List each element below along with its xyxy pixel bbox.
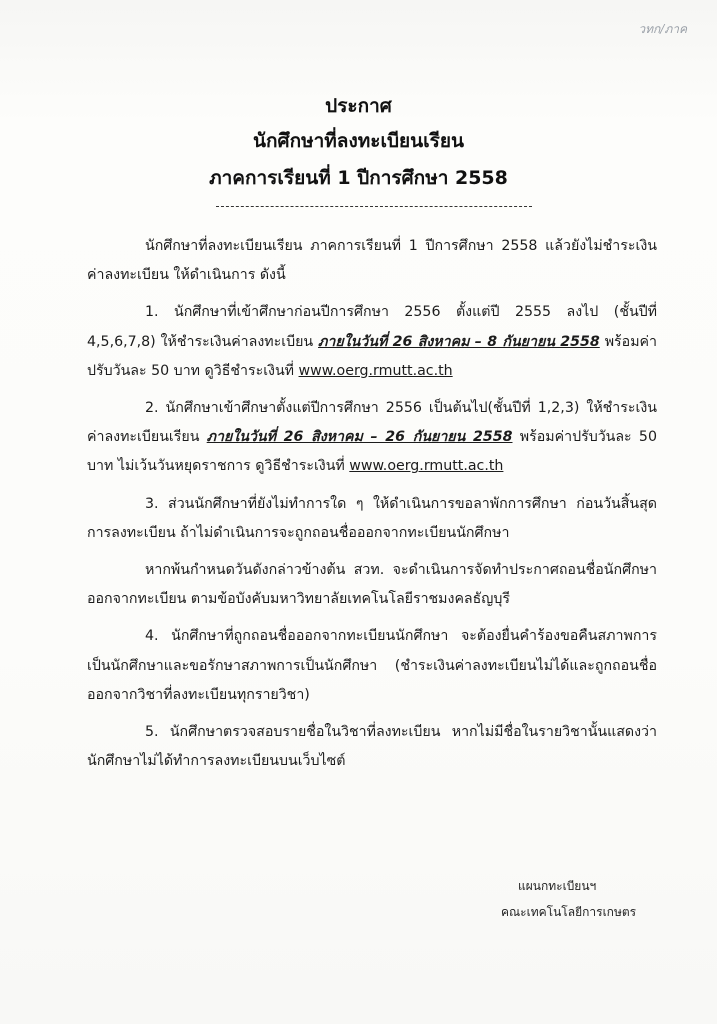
note-paragraph: หากพ้นกำหนดวันดังกล่าวข้างต้น สวท. จะดำเนินการจัดทำประกาศถอนชื่อนักศึกษาออกจากทะเบียน ตามข้อบังคับมหาวิทยาลัยเทคโนโลยีราชมงคลธัญบุรี <box>87 562 657 608</box>
item-5: 5. นักศึกษาตรวจสอบรายชื่อในวิชาที่ลงทะเบียน หากไม่มีชื่อในรายวิชานั้นแสดงว่านักศึกษาไม่ได้ทำการลงทะเบียนบนเว็บไซต์ <box>87 724 657 770</box>
item-1 <box>87 298 657 386</box>
signature-department: แผนกทะเบียนฯ <box>518 879 597 893</box>
item-3: 3. ส่วนนักศึกษาที่ยังไม่ทำการใด ๆ ให้ดำเนินการขอลาพักการศึกษา ก่อนวันสิ้นสุดการลงทะเบียน ถ้าไม่ดำเนินการจะถูกถอนชื่อออกจากทะเบียนนักศึกษา <box>87 495 657 541</box>
announcement-term: ภาคการเรียนที่ 1 ปีการศึกษา 2558 <box>209 167 508 189</box>
handwritten-corner-note: วทก/ภาค <box>638 22 687 36</box>
item-1-payment-link[interactable]: www.oerg.rmutt.ac.th <box>298 362 453 379</box>
item-2-text: 2. นักศึกษาเข้าศึกษาตั้งแต่ปีการศึกษา 2556 เป็นต้นไป(ชั้นปีที่ 1,2,3) ให้ชำระเงินค่าลงทะเบียนเรียน <box>87 400 657 446</box>
item-4: 4. นักศึกษาที่ถูกถอนชื่อออกจากทะเบียนนักศึกษา จะต้องยื่นคำร้องขอคืนสภาพการเป็นนักศึกษาและขอรักษาสภาพการเป็นนักศึกษา (ชำระเงินค่าลงทะเบียนไม่ได้และถูกถอนชื่อออกจากวิชาที่ลงทะเบียนทุกรายวิชา) <box>87 628 657 703</box>
item-1-text: 1. นักศึกษาที่เข้าศึกษาก่อนปีการศึกษา 2556 ตั้งแต่ปี 2555 ลงไป (ชั้นปีที่ 4,5,6,7,8) ให้ชำระเงินค่าลงทะเบียน <box>87 304 657 350</box>
item-1-text-cont: พร้อมค่าปรับวันละ 50 บาท ดูวิธีชำระเงินที่ <box>87 333 657 379</box>
item-2 <box>87 394 657 482</box>
divider-line <box>216 206 532 207</box>
intro-paragraph: นักศึกษาที่ลงทะเบียนเรียน ภาคการเรียนที่ 1 ปีการศึกษา 2558 แล้วยังไม่ชำระเงินค่าลงทะเบียน ให้ดำเนินการ ดังนี้ <box>87 238 657 284</box>
item-2-payment-link[interactable]: www.oerg.rmutt.ac.th <box>349 458 504 475</box>
announcement-heading: ประกาศ <box>325 95 392 117</box>
item-2-deadline: ภายในวันที่ 26 สิงหาคม – 26 กันยายน 2558 <box>206 429 513 446</box>
item-2-text-cont: พร้อมค่าปรับวันละ 50 บาท ไม่เว้นวันหยุดราชการ ดูวิธีชำระเงินที่ <box>87 429 657 475</box>
item-1-deadline: ภายในวันที่ 26 สิงหาคม – 8 กันยายน 2558 <box>318 333 600 350</box>
announcement-subject: นักศึกษาที่ลงทะเบียนเรียน <box>253 130 464 152</box>
signature-faculty: คณะเทคโนโลยีการเกษตร <box>501 905 637 919</box>
announcement-body <box>87 232 657 784</box>
